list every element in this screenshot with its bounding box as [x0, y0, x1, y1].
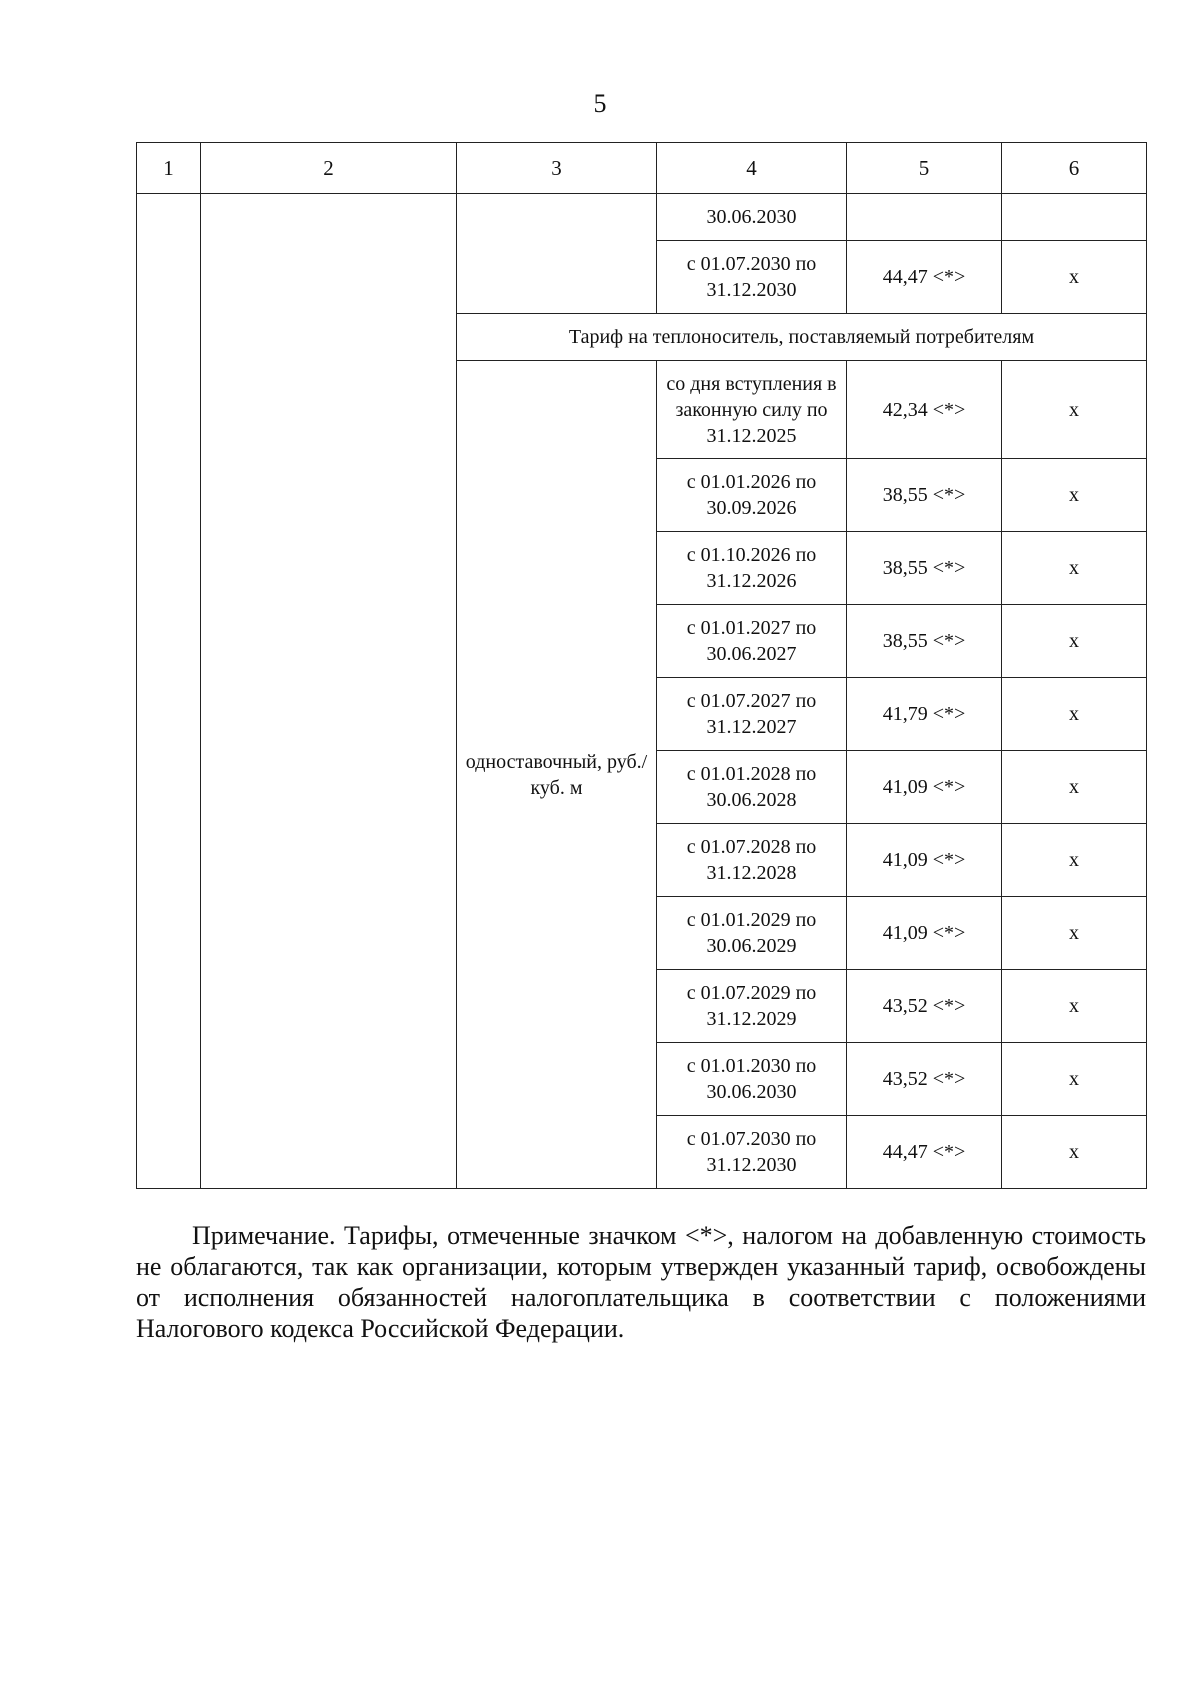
value-cell: 38,55 <*>	[847, 605, 1002, 678]
col3-cell	[457, 194, 657, 314]
col6-cell: х	[1002, 1116, 1147, 1189]
value-cell: 42,34 <*>	[847, 361, 1002, 459]
rate-type-cell: одноставочный, руб./куб. м	[457, 361, 657, 1189]
value-cell: 43,52 <*>	[847, 970, 1002, 1043]
value-cell: 43,52 <*>	[847, 1043, 1002, 1116]
header-col-3: 3	[457, 143, 657, 194]
period-cell: с 01.07.2030 по 31.12.2030	[657, 241, 847, 314]
col1-cell	[137, 194, 201, 1189]
period-cell: с 01.07.2027 по 31.12.2027	[657, 678, 847, 751]
header-col-5: 5	[847, 143, 1002, 194]
header-col-1: 1	[137, 143, 201, 194]
header-col-6: 6	[1002, 143, 1147, 194]
value-cell: 41,09 <*>	[847, 897, 1002, 970]
col6-cell: х	[1002, 361, 1147, 459]
tariff-table	[136, 142, 1147, 1189]
col6-cell: х	[1002, 1043, 1147, 1116]
col6-cell: х	[1002, 897, 1147, 970]
col6-cell: х	[1002, 532, 1147, 605]
period-cell: с 01.01.2030 по 30.06.2030	[657, 1043, 847, 1116]
value-cell: 38,55 <*>	[847, 532, 1002, 605]
value-cell: 41,79 <*>	[847, 678, 1002, 751]
footnote: Примечание. Тарифы, отмеченные значком <*>, налогом на добавленную стоимость не облагаются, так как организации, которым утвержден указанный тариф, освобождены от исполнения обязанностей налогоплательщика в соответствии с положениями Налогового кодекса Российской Федерации.	[136, 1221, 1146, 1343]
col6-cell: х	[1002, 678, 1147, 751]
period-cell: с 01.07.2028 по 31.12.2028	[657, 824, 847, 897]
header-row	[137, 143, 1147, 194]
value-cell: 38,55 <*>	[847, 459, 1002, 532]
value-cell: 44,47 <*>	[847, 241, 1002, 314]
period-cell: с 01.01.2029 по 30.06.2029	[657, 897, 847, 970]
header-col-2: 2	[201, 143, 457, 194]
table-row	[137, 194, 1147, 241]
period-cell: со дня вступления в законную силу по 31.12.2025	[657, 361, 847, 459]
col6-cell: х	[1002, 459, 1147, 532]
col6-cell: х	[1002, 824, 1147, 897]
header-col-4: 4	[657, 143, 847, 194]
period-cell: с 01.07.2029 по 31.12.2029	[657, 970, 847, 1043]
period-cell: с 01.01.2026 по 30.09.2026	[657, 459, 847, 532]
value-cell: 41,09 <*>	[847, 824, 1002, 897]
page-number: 5	[593, 89, 607, 118]
value-cell: 44,47 <*>	[847, 1116, 1002, 1189]
section-title: Тариф на теплоноситель, поставляемый потребителям	[457, 314, 1147, 361]
col6-cell: х	[1002, 751, 1147, 824]
value-cell: 41,09 <*>	[847, 751, 1002, 824]
value-cell	[847, 194, 1002, 241]
col6-cell: х	[1002, 605, 1147, 678]
period-cell: с 01.01.2027 по 30.06.2027	[657, 605, 847, 678]
period-cell: с 01.07.2030 по 31.12.2030	[657, 1116, 847, 1189]
period-cell: с 01.10.2026 по 31.12.2026	[657, 532, 847, 605]
col6-cell: х	[1002, 970, 1147, 1043]
col2-cell	[201, 194, 457, 1189]
period-cell: с 01.01.2028 по 30.06.2028	[657, 751, 847, 824]
col6-cell: х	[1002, 241, 1147, 314]
period-cell: 30.06.2030	[657, 194, 847, 241]
col6-cell	[1002, 194, 1147, 241]
